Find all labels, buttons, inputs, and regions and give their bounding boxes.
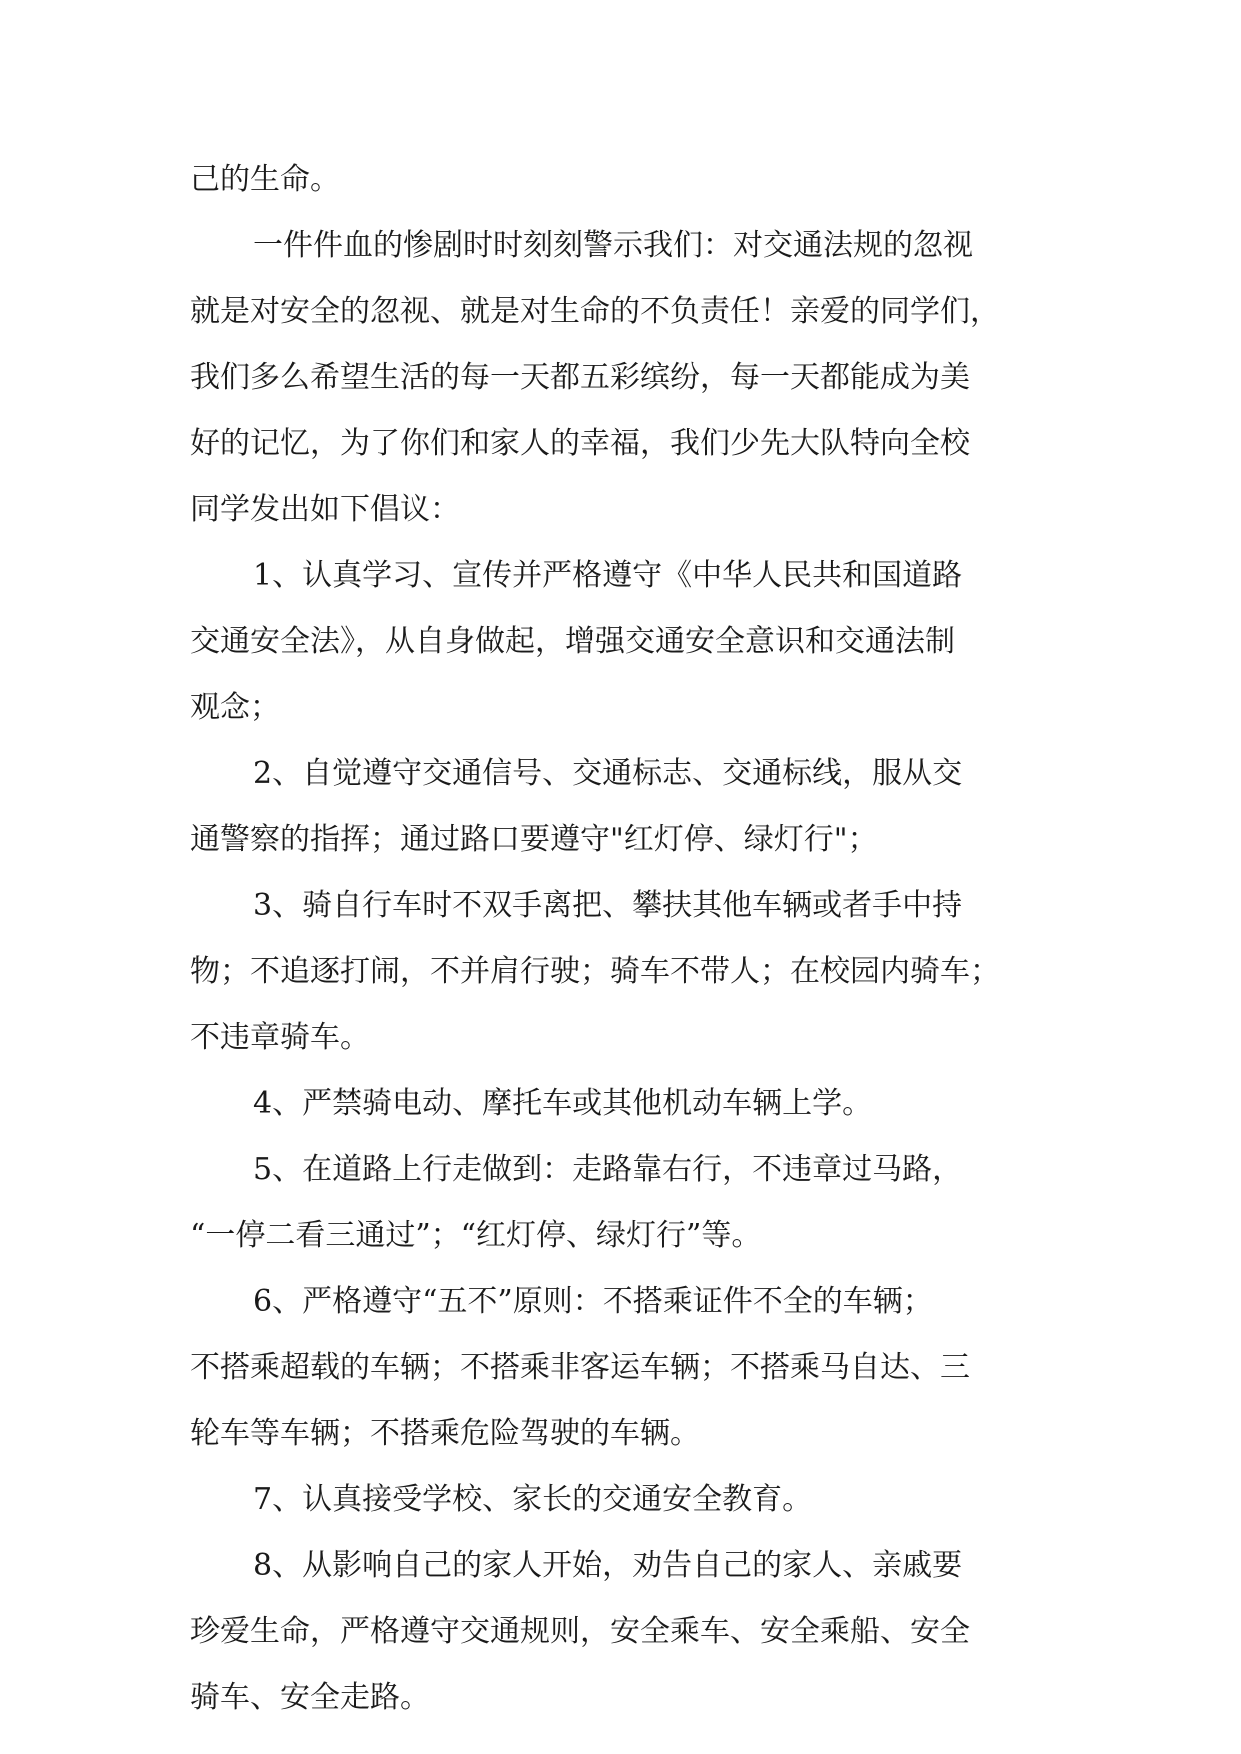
text-line: 7、认真接受学校、家长的交通安全教育。 <box>253 1482 813 1517</box>
text-line: 4、严禁骑电动、摩托车或其他机动车辆上学。 <box>253 1086 873 1121</box>
text-line: 就是对安全的忽视、就是对生命的不负责任！亲爱的同学们， <box>190 294 1000 329</box>
text-line: 一件件血的惨剧时时刻刻警示我们：对交通法规的忽视 <box>253 228 973 263</box>
text-line: 不搭乘超载的车辆；不搭乘非客运车辆；不搭乘马自达、三 <box>190 1350 970 1385</box>
text-line: 6、严格遵守“五不”原则：不搭乘证件不全的车辆； <box>253 1284 933 1319</box>
text-line: 己的生命。 <box>190 162 340 197</box>
text-line: 轮车等车辆；不搭乘危险驾驶的车辆。 <box>190 1416 700 1451</box>
text-line: 8、从影响自己的家人开始，劝告自己的家人、亲戚要 <box>253 1548 963 1583</box>
text-line: 珍爱生命，严格遵守交通规则，安全乘车、安全乘船、安全 <box>190 1614 970 1649</box>
text-line: “一停二看三通过”；“红灯停、绿灯行”等。 <box>190 1218 762 1253</box>
text-line: 3、骑自行车时不双手离把、攀扶其他车辆或者手中持 <box>253 888 963 923</box>
text-line: 我们多么希望生活的每一天都五彩缤纷，每一天都能成为美 <box>190 360 970 395</box>
text-line: 2、自觉遵守交通信号、交通标志、交通标线，服从交 <box>253 756 963 791</box>
text-line: 1、认真学习、宣传并严格遵守《中华人民共和国道路 <box>253 558 963 593</box>
text-line: 好的记忆，为了你们和家人的幸福，我们少先大队特向全校 <box>190 426 970 461</box>
text-line: 通警察的指挥；通过路口要遵守"红灯停、绿灯行"； <box>190 822 878 857</box>
text-line: 不违章骑车。 <box>190 1020 370 1055</box>
text-line: 5、在道路上行走做到：走路靠右行，不违章过马路， <box>253 1152 963 1187</box>
text-line: 交通安全法》，从自身做起，增强交通安全意识和交通法制 <box>190 624 955 659</box>
text-line: 骑车、安全走路。 <box>190 1680 430 1715</box>
text-line: 物；不追逐打闹，不并肩行驶；骑车不带人；在校园内骑车； <box>190 954 1000 989</box>
text-line: 观念； <box>190 690 280 725</box>
text-line: 同学发出如下倡议： <box>190 492 460 527</box>
